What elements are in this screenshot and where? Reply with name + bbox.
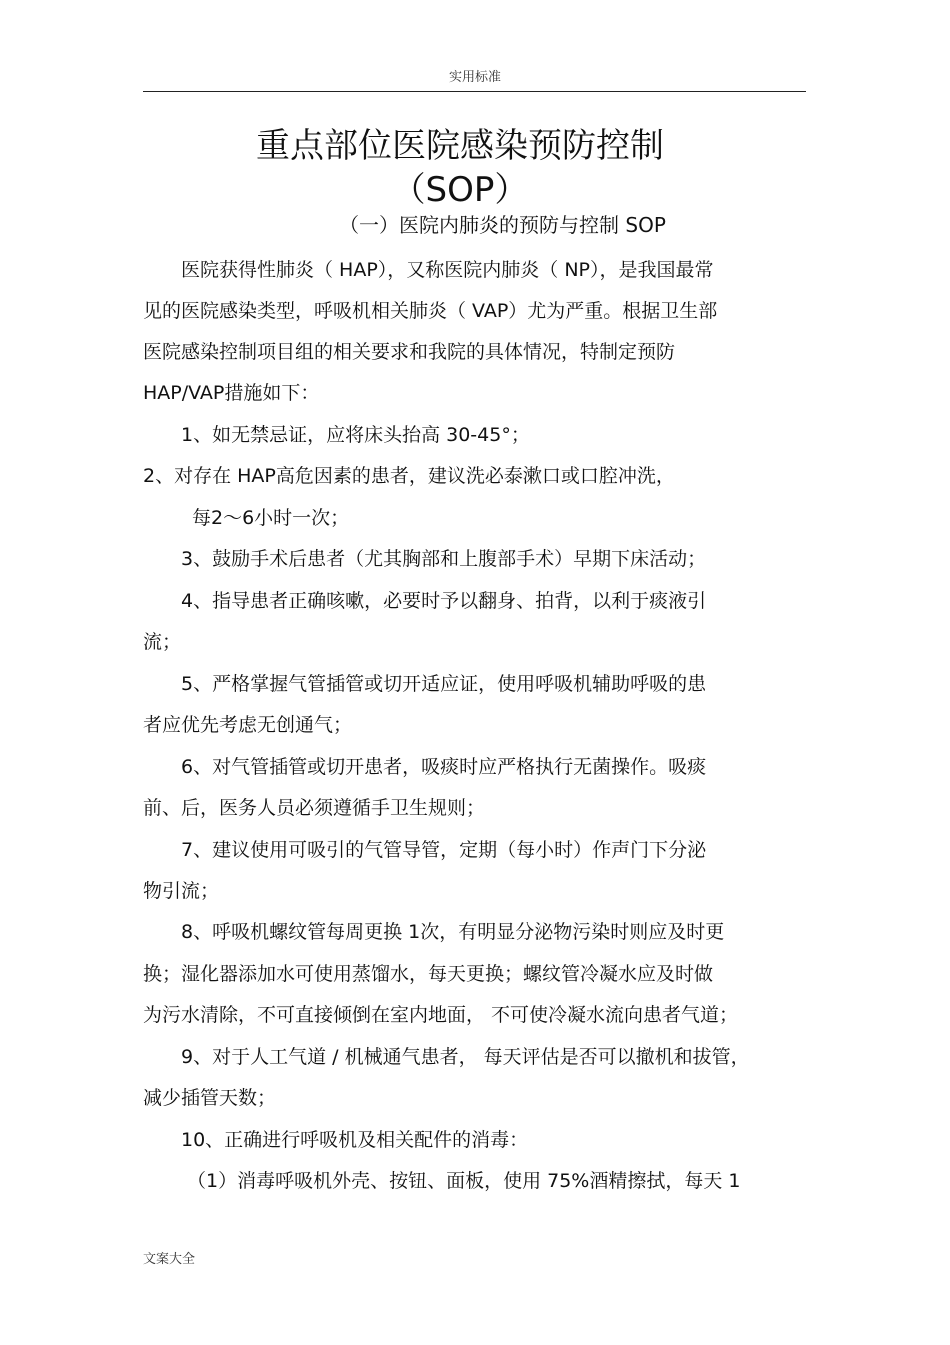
list-item: 4、指导患者正确咳嗽，必要时予以翻身、拍背，以利于痰液引 xyxy=(181,590,707,612)
list-item-continuation: 前、后，医务人员必须遵循手卫生规则； xyxy=(143,797,486,819)
list-item: 5、严格掌握气管插管或切开适应证，使用呼吸机辅助呼吸的患 xyxy=(181,673,707,695)
document-title: 重点部位医院感染预防控制 xyxy=(256,126,664,166)
list-item: 10、正确进行呼吸机及相关配件的消毒： xyxy=(181,1129,529,1151)
list-item-continuation: 物引流； xyxy=(143,880,220,902)
list-item-continuation: 流； xyxy=(143,631,182,653)
document-title-sop: （SOP） xyxy=(391,170,529,210)
paragraph-line: 医院获得性肺炎（ HAP），又称医院内肺炎（ NP），是我国最常 xyxy=(181,259,714,281)
list-item-continuation: 换；湿化器添加水可使用蒸馏水，每天更换；螺纹管冷凝水应及时做 xyxy=(143,963,714,985)
header-divider xyxy=(143,91,806,92)
list-item: 8、呼吸机螺纹管每周更换 1次，有明显分泌物污染时则应及时更 xyxy=(181,921,725,943)
list-item-continuation: 每2～6小时一次； xyxy=(192,507,350,529)
list-item-continuation: 为污水清除，不可直接倾倒在室内地面， 不可使冷凝水流向患者气道； xyxy=(143,1004,739,1026)
list-item-continuation: 者应优先考虑无创通气； xyxy=(143,714,353,736)
list-item: 2、对存在 HAP高危因素的患者，建议洗必泰漱口或口腔冲洗， xyxy=(143,465,675,487)
sub-list-item: （1）消毒呼吸机外壳、按钮、面板，使用 75%酒精擦拭，每天 1 xyxy=(187,1170,741,1192)
list-item: 1、如无禁忌证，应将床头抬高 30-45°； xyxy=(181,424,530,446)
paragraph-line: 见的医院感染类型，呼吸机相关肺炎（ VAP）尤为严重。根据卫生部 xyxy=(143,300,718,322)
section-heading: （一）医院内肺炎的预防与控制 SOP xyxy=(339,213,666,237)
paragraph-line: HAP/VAP措施如下： xyxy=(143,382,320,404)
list-item-continuation: 减少插管天数； xyxy=(143,1087,277,1109)
list-item: 3、鼓励手术后患者（尤其胸部和上腹部手术）早期下床活动； xyxy=(181,548,707,570)
list-item: 6、对气管插管或切开患者，吸痰时应严格执行无菌操作。吸痰 xyxy=(181,756,707,778)
list-item: 9、对于人工气道 / 机械通气患者， 每天评估是否可以撤机和拔管， xyxy=(181,1046,750,1068)
list-item: 7、建议使用可吸引的气管导管，定期（每小时）作声门下分泌 xyxy=(181,839,707,861)
paragraph-line: 医院感染控制项目组的相关要求和我院的具体情况，特制定预防 xyxy=(143,341,676,363)
page-header: 实用标准 xyxy=(448,70,501,85)
page-footer: 文案大全 xyxy=(143,1252,196,1267)
